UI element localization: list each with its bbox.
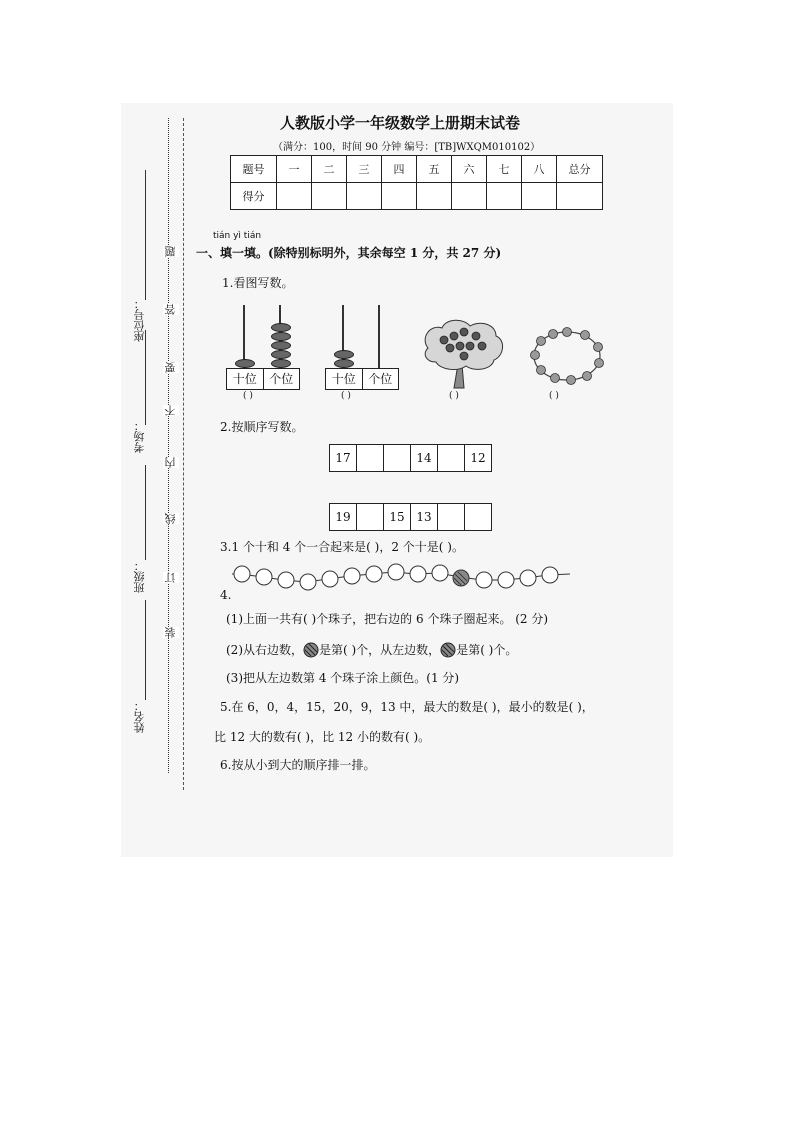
score-header-cell: 七	[487, 156, 522, 183]
q3-text: 3.1 个十和 4 个一合起来是( )，2 个十是( )。	[220, 540, 464, 554]
binding-dotted-line-outer	[168, 118, 169, 773]
page-subtitle: （满分：100，时间 90 分钟 编号：[TB]WXQM010102）	[273, 142, 541, 153]
sequence-cell[interactable]: 13	[410, 503, 438, 531]
score-header-cell: 四	[382, 156, 417, 183]
score-cell[interactable]	[312, 183, 347, 210]
field-class-line	[145, 465, 146, 560]
q2-text: 2.按顺序写数。	[220, 420, 304, 434]
page-title: 人教版小学一年级数学上册期末试卷	[280, 114, 521, 132]
score-cell[interactable]	[277, 183, 312, 210]
abacus-tens-label: 十位	[227, 369, 264, 389]
sequence-cell[interactable]	[464, 503, 492, 531]
seal-char-1: 题	[164, 246, 177, 257]
seal-char-2: 答	[164, 304, 177, 315]
seal-char-8: 装	[164, 627, 177, 638]
score-header-cell: 总分	[557, 156, 603, 183]
score-table	[230, 155, 603, 210]
q4-part2-a: (2)从右边数，	[226, 643, 303, 657]
abacus-bead	[334, 350, 354, 359]
q4-part1: (1)上面一共有( )个珠子，把右边的 6 个珠子圈起来。 (2 分)	[226, 612, 549, 626]
sequence-cell[interactable]	[437, 503, 465, 531]
seal-char-6: 线	[164, 513, 177, 524]
sequence-row-1	[330, 444, 492, 472]
seal-char-7: 订	[164, 572, 177, 583]
sequence-cell[interactable]	[437, 444, 465, 472]
abacus-bead	[271, 323, 291, 332]
q4-part2-c: 是第( )个。	[456, 643, 518, 657]
score-header-cell: 八	[522, 156, 557, 183]
abacus-bead	[271, 332, 291, 341]
section-pinyin: tián yì tián	[213, 231, 262, 241]
score-cell[interactable]	[417, 183, 452, 210]
sequence-cell[interactable]: 14	[410, 444, 438, 472]
binding-dotted-line-inner	[183, 118, 184, 790]
q1-answer-blank[interactable]: ( )	[341, 391, 351, 401]
q1-answer-blank[interactable]: ( )	[243, 391, 253, 401]
score-cell[interactable]	[557, 183, 603, 210]
score-header-cell: 五	[417, 156, 452, 183]
striped-bead-icon	[440, 642, 456, 658]
score-cell[interactable]	[487, 183, 522, 210]
abacus-1	[226, 305, 300, 405]
q1-answer-blank[interactable]: ( )	[549, 391, 559, 401]
sequence-cell[interactable]: 15	[383, 503, 411, 531]
abacus-bead	[235, 359, 255, 368]
apple-tree-image	[420, 318, 506, 390]
score-row-label: 得分	[231, 183, 277, 210]
section-heading: 一、填一填。(除特别标明外，其余每空 1 分，共 27 分)	[196, 246, 502, 260]
abacus-ones-label: 个位	[368, 372, 393, 386]
seal-char-4: 不	[164, 405, 177, 416]
sequence-row-2	[330, 503, 492, 531]
field-room-line	[145, 330, 146, 425]
abacus-bead	[271, 359, 291, 368]
bead-ring-image	[528, 325, 606, 387]
sequence-cell[interactable]	[356, 444, 384, 472]
score-cell[interactable]	[347, 183, 382, 210]
q4-number: 4.	[220, 588, 232, 602]
field-name: 姓名：	[133, 700, 146, 733]
sequence-cell[interactable]: 19	[329, 503, 357, 531]
seal-char-3: 要	[164, 362, 177, 373]
field-class: 班级：	[133, 560, 146, 593]
score-header-cell: 题号	[231, 156, 277, 183]
q5-line1: 5.在 6，0，4，15，20，9，13 中，最大的数是( )，最小的数是( )，	[220, 700, 594, 714]
score-cell[interactable]	[452, 183, 487, 210]
q1-text: 1.看图写数。	[222, 276, 294, 290]
score-cell[interactable]	[522, 183, 557, 210]
sequence-cell[interactable]	[356, 503, 384, 531]
abacus-2	[325, 305, 399, 405]
field-seat-line	[145, 170, 146, 300]
score-table-header-row	[231, 156, 603, 183]
score-header-cell: 一	[277, 156, 312, 183]
q1-answer-blank[interactable]: ( )	[449, 391, 459, 401]
bead-string-image	[232, 562, 570, 592]
q4-part2-b: 是第( )个，从左边数，	[319, 643, 441, 657]
abacus-bead	[271, 350, 291, 359]
abacus-ones-label: 个位	[269, 372, 294, 386]
abacus-bead	[334, 359, 354, 368]
q4-part3: (3)把从左边数第 4 个珠子涂上颜色。(1 分)	[226, 671, 460, 685]
score-header-cell: 六	[452, 156, 487, 183]
abacus-bead	[271, 341, 291, 350]
q4-part2	[226, 642, 517, 658]
q6-text: 6.按从小到大的顺序排一排。	[220, 758, 376, 772]
sequence-cell[interactable]: 17	[329, 444, 357, 472]
striped-bead-icon	[303, 642, 319, 658]
score-table-score-row	[231, 183, 603, 210]
field-name-line	[145, 600, 146, 700]
score-cell[interactable]	[382, 183, 417, 210]
sequence-cell[interactable]: 12	[464, 444, 492, 472]
score-header-cell: 三	[347, 156, 382, 183]
abacus-tens-label: 十位	[326, 369, 363, 389]
sequence-cell[interactable]	[383, 444, 411, 472]
score-header-cell: 二	[312, 156, 347, 183]
field-seat: 座位号：	[133, 298, 146, 342]
seal-char-5: 内	[164, 457, 177, 468]
field-room: 考场：	[133, 420, 146, 453]
q5-line2: 比 12 大的数有( )，比 12 小的数有( )。	[214, 730, 431, 744]
